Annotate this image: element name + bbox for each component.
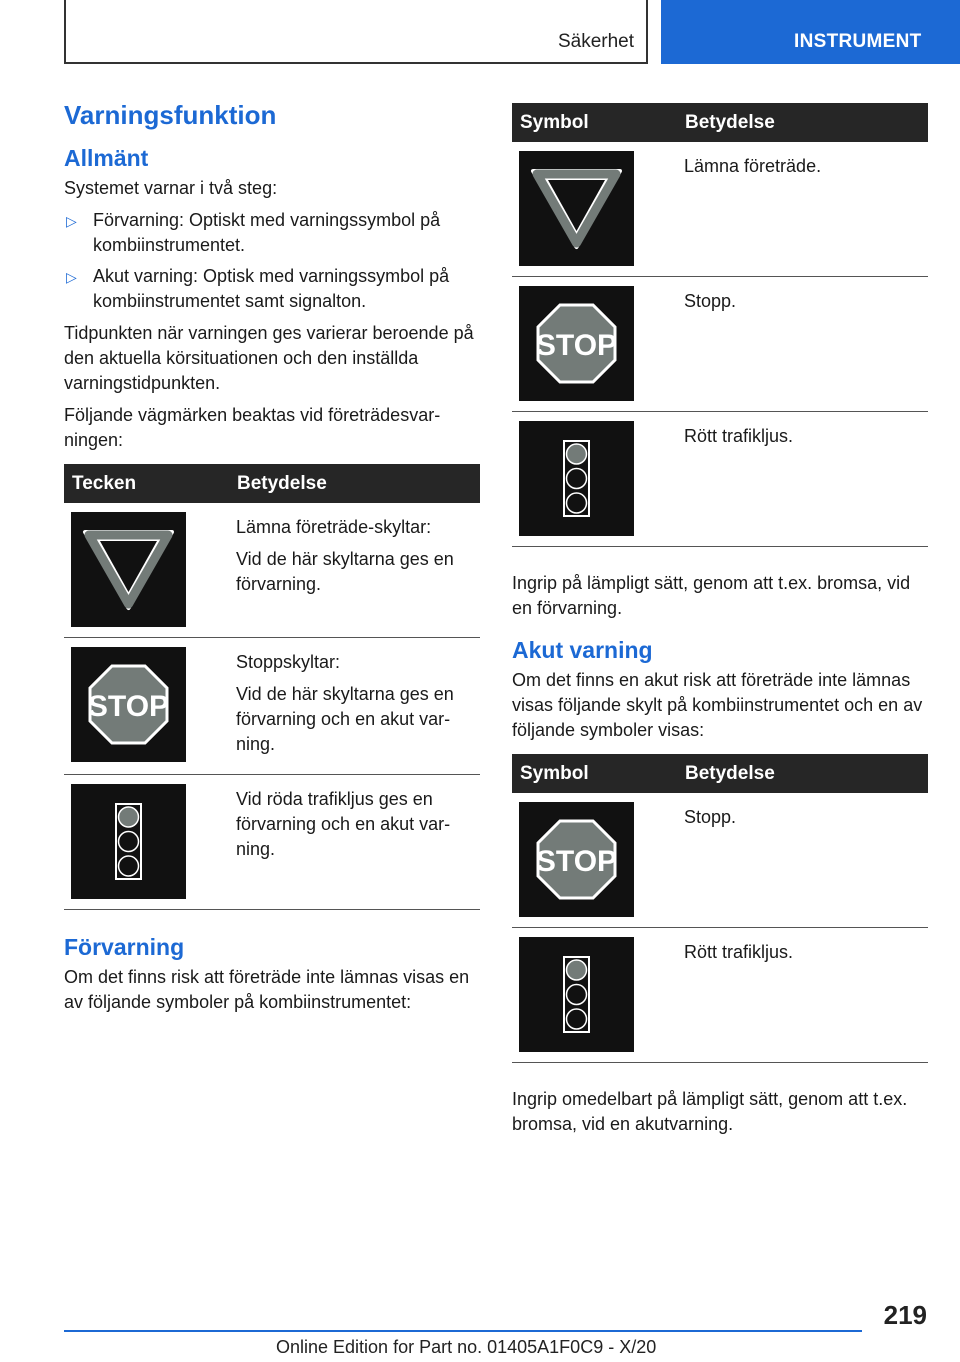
acute-warning-text: Om det finns en akut risk att företräde inte lämnas visas följande skylt på kombiinstrumentet och en av följande symboler visas: — [512, 670, 923, 740]
general-heading: Allmänt — [64, 145, 149, 171]
table-row: Lämna företräde-skyltar: Vid de här skyltarna ges en förvarning. — [64, 503, 480, 638]
table-row: Rött trafikljus. — [512, 928, 928, 1063]
red-traffic-light-icon — [519, 937, 634, 1052]
yield-sign-icon — [71, 512, 186, 627]
page-number: 219 — [883, 1300, 927, 1330]
header-chapter-label: INSTRUMENT — [794, 31, 922, 52]
acute-warning-heading: Akut varning — [512, 637, 653, 663]
signs-table — [64, 464, 480, 910]
col-header-tecken: Tecken — [64, 464, 229, 503]
red-traffic-light-icon — [71, 784, 186, 899]
yield-sign-icon — [519, 151, 634, 266]
warning-steps-list — [64, 208, 480, 314]
table-row: Rött trafikljus. — [512, 412, 928, 547]
table-row: STOP Stopp. — [512, 793, 928, 928]
intro-text: Systemet varnar i två steg: — [64, 178, 278, 198]
acute-action-text: Ingrip omedelbart på lämpligt sätt, genom att t.ex. bromsa, vid en akutvarning. — [512, 1089, 908, 1134]
stop-sign-text: STOP — [535, 329, 618, 362]
prewarning-symbols-table — [512, 103, 928, 547]
right-column — [512, 103, 928, 1144]
header-section-label[interactable]: Säkerhet — [557, 31, 634, 52]
footer-divider — [64, 1330, 862, 1332]
list-item: ▷ Akut varning: Optisk med varningssymbol på kombiinstrumentet samt signalton. — [66, 266, 450, 311]
table-row: Lämna företräde. — [512, 142, 928, 277]
table-row: STOP Stopp. — [512, 277, 928, 412]
red-traffic-light-icon — [519, 421, 634, 536]
col-header-betydelse: Betydelse — [677, 754, 928, 793]
table-row: Vid röda trafikljus ges en förvarning och en akut varning. — [64, 775, 480, 910]
header-chapter-tab[interactable] — [661, 0, 960, 64]
prewarning-text: Om det finns risk att företräde inte lämnas visas en av följande symboler på kombiinstrumentet: — [64, 967, 470, 1012]
left-column — [64, 100, 480, 1022]
timing-text: Tidpunkten när varningen ges varierar beroende på den aktuella körsituationen och den inställda varningstidpunkten. — [64, 323, 474, 393]
acute-symbols-table — [512, 754, 928, 1063]
col-header-betydelse: Betydelse — [229, 464, 480, 503]
stop-sign-icon — [519, 286, 634, 401]
list-item: ▷ Förvarning: Optiskt med varningssymbol på kombiinstrumentet. — [66, 210, 441, 255]
bullet-triangle-icon: ▷ — [66, 213, 77, 229]
stop-sign-icon — [71, 647, 186, 762]
col-header-symbol: Symbol — [512, 103, 677, 142]
stop-sign-text: STOP — [535, 845, 618, 878]
col-header-betydelse: Betydelse — [677, 103, 928, 142]
bullet-triangle-icon: ▷ — [66, 269, 77, 285]
prewarning-action-text: Ingrip på lämpligt sätt, genom att t.ex. bromsa, vid en förvarning. — [512, 573, 911, 618]
col-header-symbol: Symbol — [512, 754, 677, 793]
stop-sign-icon — [519, 802, 634, 917]
table-row: STOP Stoppskyltar: Vid de här skyltarna ges en förvarning och en akut varning. — [64, 638, 480, 775]
footer-edition-link[interactable]: Online Edition for Part no. 01405A1F0C9 - X/20 — [276, 1337, 657, 1357]
stop-sign-text: STOP — [87, 690, 170, 723]
page-title: Varningsfunktion — [64, 100, 277, 130]
signs-intro-text: Följande vägmärken beaktas vid företrädesvarningen: — [64, 405, 441, 450]
prewarning-heading: Förvarning — [64, 934, 185, 960]
